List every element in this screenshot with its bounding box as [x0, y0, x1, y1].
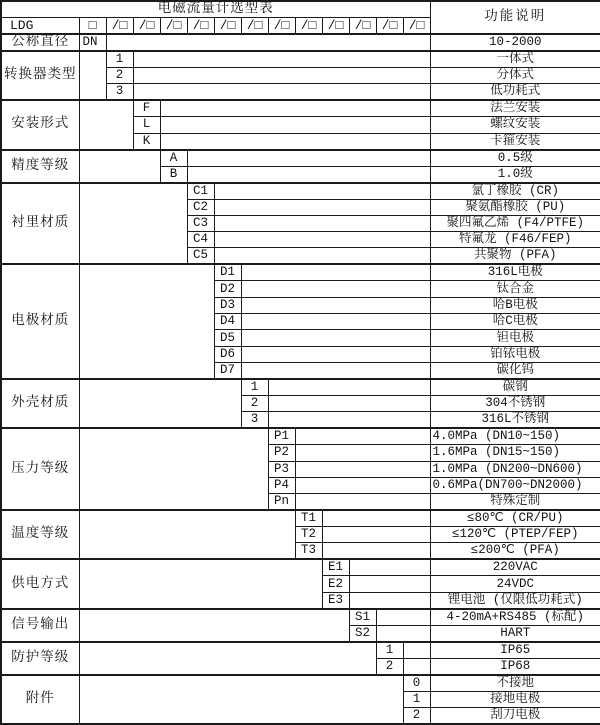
- spacer-cell: [295, 477, 430, 493]
- spacer-cell: [79, 100, 133, 149]
- option-description: 220VAC: [430, 559, 600, 576]
- spacer-cell: [79, 183, 187, 265]
- spacer-cell: [79, 150, 160, 183]
- spacer-cell: [403, 642, 430, 659]
- option-code: 3: [106, 84, 133, 101]
- spacer-cell: [214, 199, 430, 215]
- category-label: 供电方式: [1, 559, 79, 608]
- option-code: T2: [295, 527, 322, 543]
- option-code: 1: [106, 51, 133, 68]
- category-label: 附件: [1, 675, 79, 724]
- option-description: 刮刀电极: [430, 708, 600, 725]
- option-code: 2: [106, 68, 133, 84]
- model-slot-box: /□: [349, 18, 376, 35]
- spacer-cell: [295, 428, 430, 445]
- spacer-cell: [322, 510, 430, 527]
- option-code: L: [133, 117, 160, 133]
- option-code: P2: [268, 445, 295, 461]
- model-slot-box: /□: [241, 18, 268, 35]
- option-code: C2: [187, 199, 214, 215]
- spacer-cell: [268, 412, 430, 429]
- category-label: 防护等级: [1, 642, 79, 675]
- option-row: [1, 150, 600, 167]
- option-row: [1, 642, 600, 659]
- option-description: 一体式: [430, 51, 600, 68]
- category-label: 安装形式: [1, 100, 79, 149]
- category-label: 转换器类型: [1, 51, 79, 100]
- spacer-cell: [403, 658, 430, 675]
- option-code: D7: [214, 362, 241, 379]
- option-code: T3: [295, 543, 322, 560]
- option-code: 1: [241, 379, 268, 396]
- spacer-cell: [187, 150, 430, 167]
- option-code: 1: [403, 691, 430, 707]
- diameter-row: [1, 34, 600, 51]
- option-row: [1, 51, 600, 68]
- option-code: S1: [349, 609, 376, 626]
- category-label: 精度等级: [1, 150, 79, 183]
- option-code: E3: [322, 592, 349, 609]
- option-description: 24VDC: [430, 576, 600, 592]
- option-code: S2: [349, 625, 376, 642]
- category-label: 公称直径: [1, 34, 79, 51]
- spacer-cell: [376, 625, 430, 642]
- option-code: D2: [214, 281, 241, 297]
- option-code: 3: [241, 412, 268, 429]
- option-description: 钛合金: [430, 281, 600, 297]
- option-code: C1: [187, 183, 214, 200]
- title-row: [1, 1, 600, 18]
- spacer-cell: [79, 675, 403, 724]
- category-label: 压力等级: [1, 428, 79, 510]
- model-slot-box: /□: [133, 18, 160, 35]
- option-code: 0: [403, 675, 430, 692]
- spacer-cell: [160, 133, 430, 150]
- option-code: P4: [268, 477, 295, 493]
- model-slot-box: /□: [187, 18, 214, 35]
- function-column-header: 功能说明: [430, 1, 600, 34]
- option-description: HART: [430, 625, 600, 642]
- spacer-cell: [79, 264, 214, 378]
- spacer-cell: [79, 559, 322, 608]
- model-prefix: LDG: [1, 18, 79, 35]
- option-description: 不接地: [430, 675, 600, 692]
- spacer-cell: [106, 34, 430, 51]
- model-slot-box: /□: [403, 18, 430, 35]
- option-row: [1, 379, 600, 396]
- model-base-box: □: [79, 18, 106, 35]
- spacer-cell: [214, 232, 430, 248]
- option-code: P1: [268, 428, 295, 445]
- option-description: 特氟龙 (F46/FEP): [430, 232, 600, 248]
- option-row: [1, 675, 600, 692]
- model-slot-box: /□: [295, 18, 322, 35]
- option-description: 304不锈钢: [430, 395, 600, 411]
- spacer-cell: [349, 576, 430, 592]
- option-description: IP65: [430, 642, 600, 659]
- spacer-cell: [214, 215, 430, 231]
- spacer-cell: [241, 330, 430, 346]
- option-description: 4.0MPa (DN10~150): [430, 428, 600, 445]
- option-description: 碳钢: [430, 379, 600, 396]
- spacer-cell: [214, 183, 430, 200]
- option-code: D4: [214, 314, 241, 330]
- option-code: D3: [214, 297, 241, 313]
- option-description: IP68: [430, 658, 600, 675]
- option-description: 1.0级: [430, 166, 600, 183]
- model-slot-box: /□: [268, 18, 295, 35]
- option-description: ≤200℃ (PFA): [430, 543, 600, 560]
- spacer-cell: [79, 510, 295, 559]
- option-description: ≤120℃ (PTEP/FEP): [430, 527, 600, 543]
- option-description: 聚氨酯橡胶 (PU): [430, 199, 600, 215]
- option-description: 共聚物 (PFA): [430, 248, 600, 265]
- option-description: 碳化钨: [430, 362, 600, 379]
- spacer-cell: [214, 248, 430, 265]
- spacer-cell: [79, 51, 106, 100]
- spacer-cell: [322, 527, 430, 543]
- option-description: 铂铱电极: [430, 346, 600, 362]
- option-description: 4-20mA+RS485 (标配): [430, 609, 600, 626]
- spacer-cell: [376, 609, 430, 626]
- option-row: [1, 559, 600, 576]
- option-code: DN: [79, 34, 106, 51]
- option-code: E1: [322, 559, 349, 576]
- option-row: [1, 183, 600, 200]
- option-code: 2: [241, 395, 268, 411]
- option-code: B: [160, 166, 187, 183]
- spacer-cell: [133, 68, 430, 84]
- option-code: Pn: [268, 494, 295, 511]
- option-description: 钽电极: [430, 330, 600, 346]
- option-description: 10-2000: [430, 34, 600, 51]
- category-label: 温度等级: [1, 510, 79, 559]
- option-description: 低功耗式: [430, 84, 600, 101]
- option-code: D5: [214, 330, 241, 346]
- spacer-cell: [349, 592, 430, 609]
- model-slot-box: /□: [322, 18, 349, 35]
- model-slot-box: /□: [160, 18, 187, 35]
- spacer-cell: [241, 297, 430, 313]
- option-row: [1, 100, 600, 117]
- table-title: 电磁流量计选型表: [1, 1, 430, 18]
- option-row: [1, 264, 600, 281]
- model-slot-box: /□: [106, 18, 133, 35]
- category-label: 衬里材质: [1, 183, 79, 265]
- option-code: D6: [214, 346, 241, 362]
- option-description: 1.6MPa (DN15~150): [430, 445, 600, 461]
- spacer-cell: [79, 379, 241, 428]
- spacer-cell: [322, 543, 430, 560]
- option-description: 特殊定制: [430, 494, 600, 511]
- option-description: 螺纹安装: [430, 117, 600, 133]
- spacer-cell: [160, 117, 430, 133]
- spacer-cell: [295, 494, 430, 511]
- option-code: D1: [214, 264, 241, 281]
- option-code: C4: [187, 232, 214, 248]
- option-code: T1: [295, 510, 322, 527]
- option-description: 0.5级: [430, 150, 600, 167]
- spacer-cell: [79, 428, 268, 510]
- spacer-cell: [268, 395, 430, 411]
- spacer-cell: [160, 100, 430, 117]
- spacer-cell: [268, 379, 430, 396]
- option-description: 哈C电极: [430, 314, 600, 330]
- option-code: 2: [403, 708, 430, 725]
- option-code: 2: [376, 658, 403, 675]
- model-slot-box: /□: [214, 18, 241, 35]
- option-description: 316L不锈钢: [430, 412, 600, 429]
- option-code: P3: [268, 461, 295, 477]
- option-description: 316L电极: [430, 264, 600, 281]
- option-row: [1, 510, 600, 527]
- option-description: 法兰安装: [430, 100, 600, 117]
- category-label: 电极材质: [1, 264, 79, 378]
- option-description: 锂电池 (仅限低功耗式): [430, 592, 600, 609]
- option-description: 氯丁橡胶 (CR): [430, 183, 600, 200]
- spacer-cell: [241, 264, 430, 281]
- option-description: 1.0MPa (DN200~DN600): [430, 461, 600, 477]
- option-description: 卡箍安装: [430, 133, 600, 150]
- option-description: 聚四氟乙烯 (F4/PTFE): [430, 215, 600, 231]
- spacer-cell: [241, 281, 430, 297]
- spacer-cell: [187, 166, 430, 183]
- spacer-cell: [241, 362, 430, 379]
- spacer-cell: [295, 445, 430, 461]
- spacer-cell: [349, 559, 430, 576]
- option-description: 哈B电极: [430, 297, 600, 313]
- category-label: 外壳材质: [1, 379, 79, 428]
- option-code: A: [160, 150, 187, 167]
- option-code: E2: [322, 576, 349, 592]
- option-description: 接地电极: [430, 691, 600, 707]
- spacer-cell: [241, 346, 430, 362]
- option-description: 0.6MPa(DN700~DN2000): [430, 477, 600, 493]
- spacer-cell: [79, 609, 349, 642]
- spacer-cell: [295, 461, 430, 477]
- option-row: [1, 609, 600, 626]
- option-code: F: [133, 100, 160, 117]
- option-code: C5: [187, 248, 214, 265]
- model-slot-box: /□: [376, 18, 403, 35]
- option-code: 1: [376, 642, 403, 659]
- spacer-cell: [133, 84, 430, 101]
- option-description: 分体式: [430, 68, 600, 84]
- option-row: [1, 428, 600, 445]
- option-code: K: [133, 133, 160, 150]
- option-description: ≤80℃ (CR/PU): [430, 510, 600, 527]
- spacer-cell: [79, 642, 376, 675]
- option-code: C3: [187, 215, 214, 231]
- category-label: 信号输出: [1, 609, 79, 642]
- spacer-cell: [241, 314, 430, 330]
- spacer-cell: [133, 51, 430, 68]
